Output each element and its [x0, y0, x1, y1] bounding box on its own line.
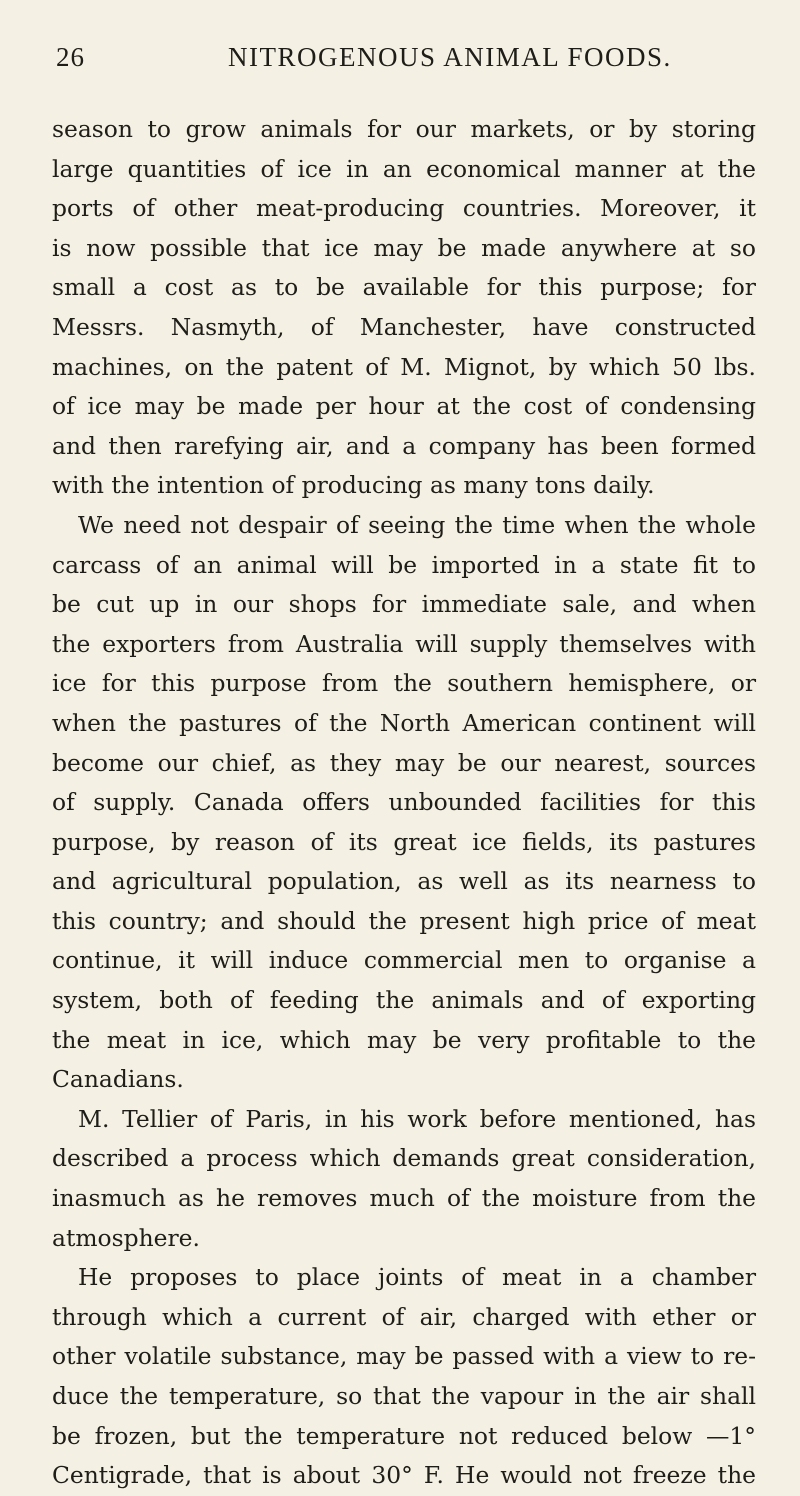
text-line: when the pastures of the North American continent will [52, 708, 756, 737]
text-line: season to grow animals for our markets, or by storing [52, 115, 756, 143]
text-line: become our chief, as they may be our nearest, sources [52, 748, 756, 777]
text-line: He proposes to place joints of meat in a chamber [78, 1263, 756, 1292]
text-line: Centigrade, that is about 30° F. He would not freeze the [52, 1461, 756, 1490]
text-line: We need not despair of seeing the time when the whole [78, 510, 756, 539]
text-line: purpose, by reason of its great ice fields, its pastures [52, 827, 756, 856]
text-line: small a cost as to be available for this purpose; for [52, 273, 756, 302]
book-page [52, 40, 756, 1496]
text-line: be frozen, but the temperature not reduced below —1° [52, 1421, 756, 1450]
running-head [52, 40, 756, 74]
text-line: large quantities of ice in an economical manner at the [52, 154, 756, 183]
text-line: M. Tellier of Paris, in his work before mentioned, has [78, 1104, 756, 1133]
text-line: the meat in ice, which may be very profitable to the [52, 1025, 756, 1054]
text-line: of supply. Canada offers unbounded facilities for this [52, 788, 756, 817]
text-line: ports of other meat-producing countries. Moreover, it [52, 194, 756, 223]
text-line: inasmuch as he removes much of the moisture from the [52, 1184, 756, 1213]
page-number: 26 [56, 42, 85, 72]
text-line: carcass of an animal will be imported in a state fit to [52, 550, 756, 579]
text-line: other volatile substance, may be passed with a view to re- [52, 1342, 756, 1371]
text-line: the exporters from Australia will supply themselves with [52, 629, 756, 658]
text-line: system, both of feeding the animals and of exporting [52, 986, 756, 1015]
text-line: Messrs. Nasmyth, of Manchester, have constructed [52, 312, 756, 341]
text-line: of ice may be made per hour at the cost of condensing [52, 392, 756, 421]
text-line: continue, it will induce commercial men to organise a [52, 946, 756, 975]
text-line: duce the temperature, so that the vapour in the air shall [52, 1382, 756, 1410]
text-line: and agricultural population, as well as its nearness to [52, 867, 756, 896]
text-line: Canadians. [52, 1065, 184, 1094]
text-line: through which a current of air, charged with ether or [52, 1302, 756, 1331]
text-line: atmosphere. [52, 1223, 200, 1252]
text-line: is now possible that ice may be made anywhere at so [52, 233, 756, 262]
text-line: be cut up in our shops for immediate sale, and when [52, 590, 756, 619]
text-line: and then rarefying air, and a company has been formed [52, 431, 756, 460]
body-text [52, 110, 756, 1496]
text-line: described a process which demands great consideration, [52, 1144, 756, 1173]
text-line: machines, on the patent of M. Mignot, by which 50 lbs. [52, 352, 756, 381]
text-line: with the intention of producing as many tons daily. [52, 471, 655, 500]
text-line: this country; and should the present high price of meat [52, 906, 756, 935]
running-title: NITROGENOUS ANIMAL FOODS. [228, 42, 672, 72]
text-line: ice for this purpose from the southern hemisphere, or [52, 669, 756, 698]
